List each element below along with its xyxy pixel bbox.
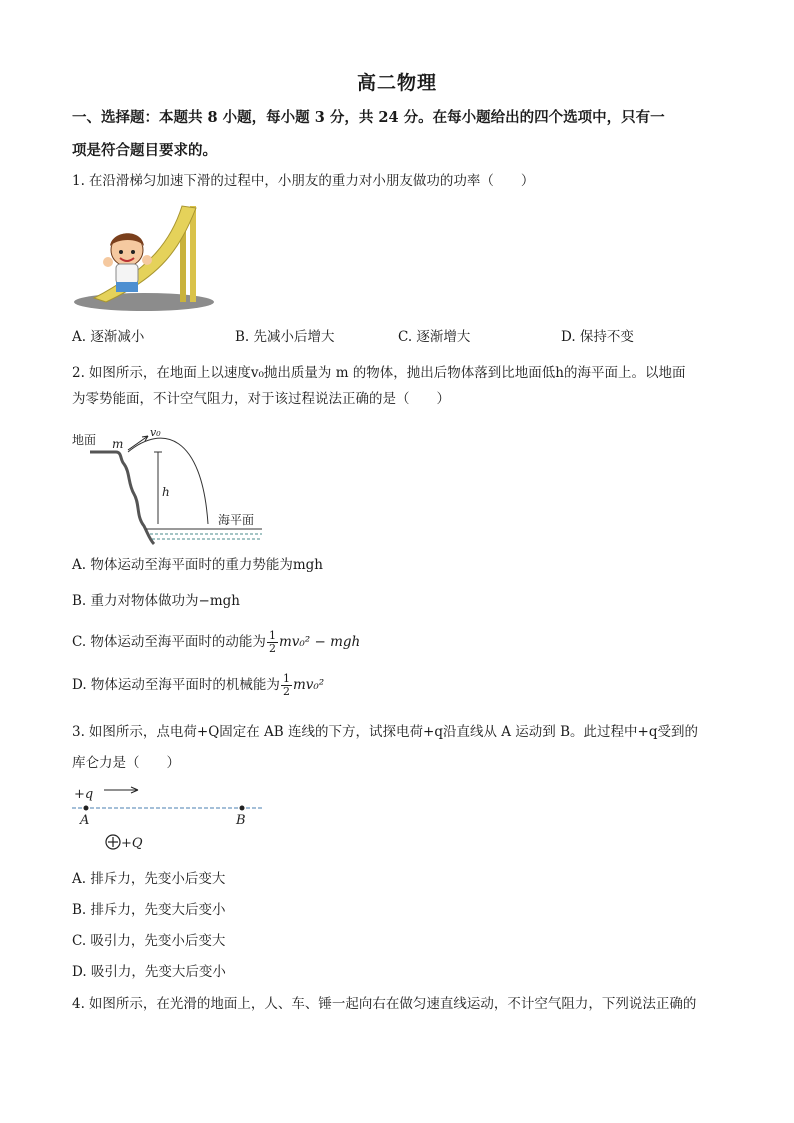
q1-option-a[interactable]: A. 逐渐减小: [72, 329, 145, 345]
q2-option-d[interactable]: D. 物体运动至海平面时的机械能为 $\frac{1}{2}$ mv₀²: [72, 672, 325, 698]
q2-option-a[interactable]: A. 物体运动至海平面时的重力势能为mgh: [72, 557, 323, 573]
mass-label: m: [112, 437, 124, 451]
section-heading: 一、选择题：本题共 8 小题，每小题 3 分，共 24 分。在每小题给出的四个选项中，只有一 项是符合题目要求的。: [72, 109, 665, 159]
q1-option-c[interactable]: C. 逐渐增大: [398, 329, 471, 345]
fraction-half: $\frac{1}{2}$: [282, 672, 290, 698]
slide-figure: [72, 198, 217, 316]
q3-option-b[interactable]: B. 排斥力，先变大后变小: [72, 902, 226, 918]
question-2: 2. 如图所示，在地面上以速度v₀抛出质量为 m 的物体，抛出后物体落到比地面低h的海平面上。以地面 为零势能面，不计空气阻力，对于该过程说法正确的是（ ）: [72, 365, 686, 407]
page-title: 高二物理: [356, 72, 437, 94]
q1-options: [72, 326, 634, 348]
h-label: h: [162, 485, 170, 499]
q3-option-d[interactable]: D. 吸引力，先变大后变小: [72, 964, 226, 980]
question-3: 3. 如图所示，点电荷+Q固定在 AB 连线的下方，试探电荷+q沿直线从 A 运动到 B。此过程中+q受到的 库仑力是（ ）: [72, 724, 698, 771]
ground-label: 地面: [72, 433, 97, 447]
q3-option-c[interactable]: C. 吸引力，先变小后变大: [72, 933, 226, 949]
question-1: 1. 在沿滑梯匀加速下滑的过程中，小朋友的重力对小朋友做功的功率（ ）: [72, 173, 535, 189]
sea-label: 海平面: [218, 513, 255, 527]
v0-label: v₀: [150, 426, 161, 439]
q1-option-d[interactable]: D. 保持不变: [561, 329, 634, 345]
q3-option-a[interactable]: A. 排斥力，先变小后变大: [72, 871, 226, 887]
q2-option-c[interactable]: C. 物体运动至海平面时的动能为 $\frac{1}{2}$ mv₀² − mgh: [72, 629, 361, 655]
b-label: B: [236, 813, 246, 828]
charge-figure: [72, 782, 267, 856]
cliff-figure: [72, 424, 267, 550]
bigq-label: +Q: [121, 836, 143, 851]
q-label: +q: [74, 787, 94, 802]
fraction-half: $\frac{1}{2}$: [268, 629, 276, 655]
a-label: A: [80, 813, 90, 828]
q2-option-b[interactable]: B. 重力对物体做功为−mgh: [72, 593, 240, 609]
q1-option-b[interactable]: B. 先减小后增大: [235, 329, 335, 345]
question-4: 4. 如图所示，在光滑的地面上，人、车、锤一起向右在做匀速直线运动，不计空气阻力，下列说法正确的: [72, 996, 697, 1012]
